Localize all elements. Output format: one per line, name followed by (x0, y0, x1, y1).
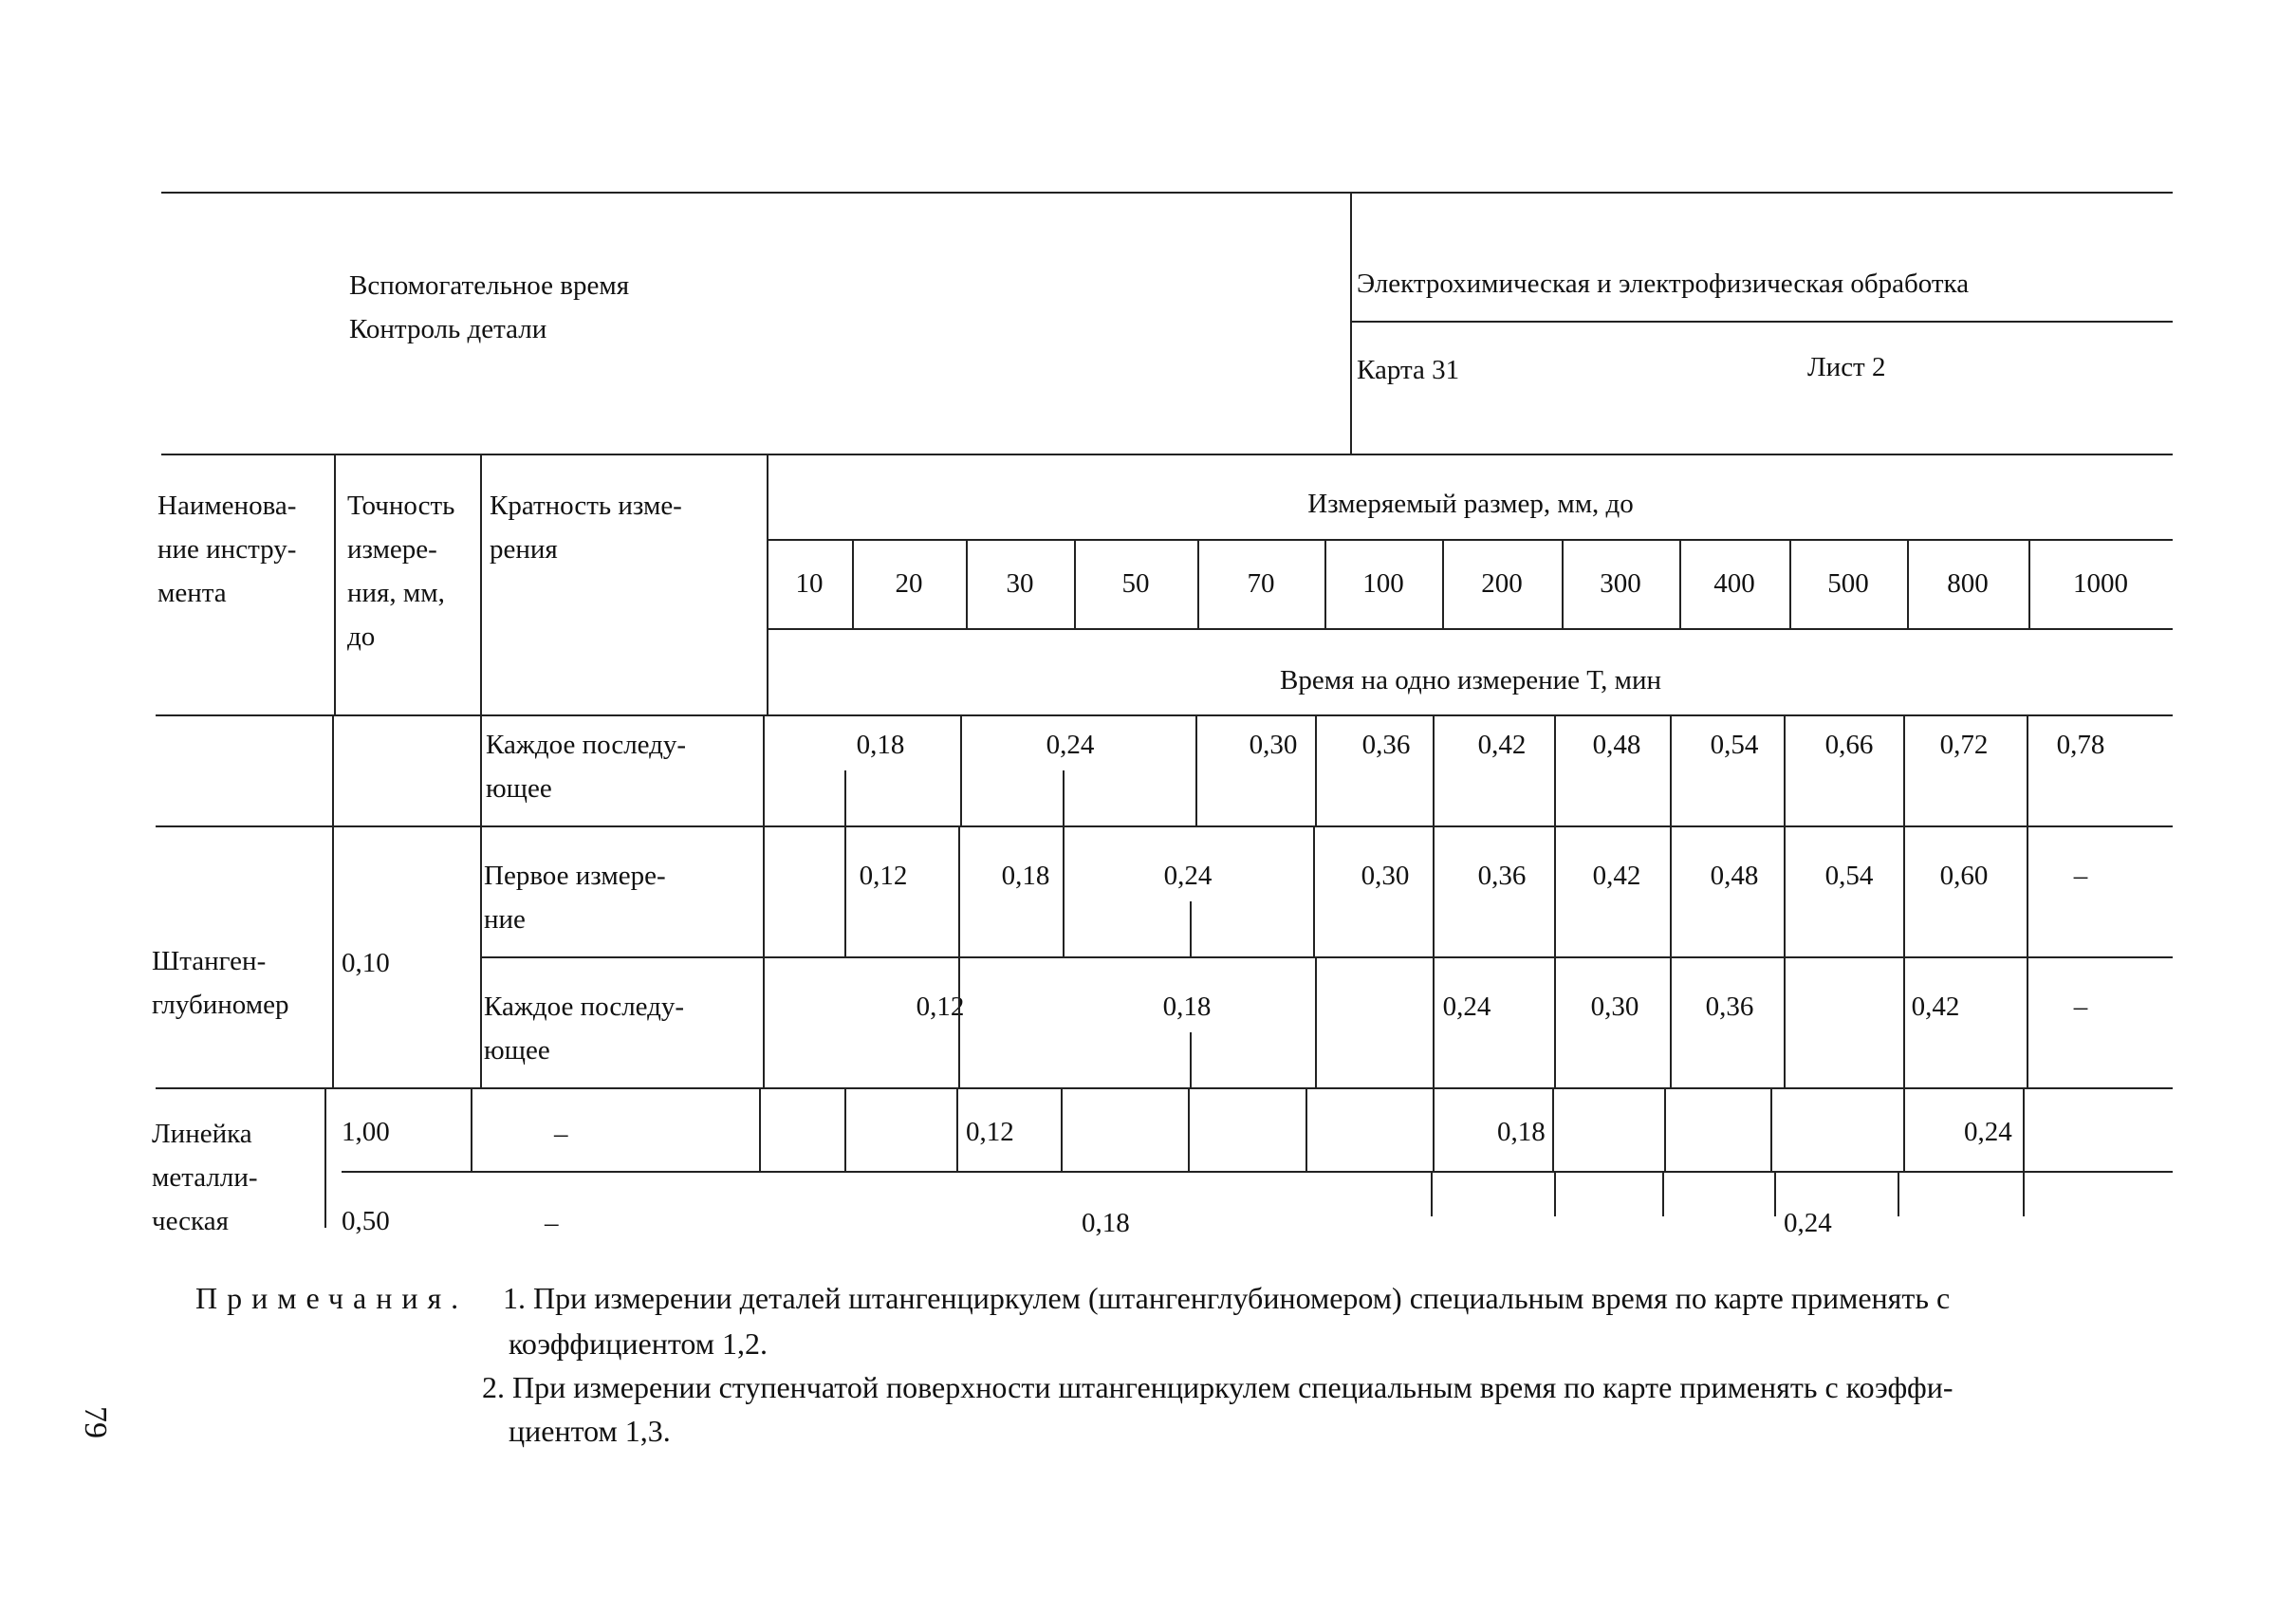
r1-join-b (1063, 770, 1065, 825)
ruler-b-divider-1 (1554, 1173, 1556, 1216)
ruler-a-divider-5 (1433, 1089, 1435, 1171)
r3-value-1: 0,18 (1162, 992, 1212, 1022)
size-divider-11 (2028, 541, 2030, 628)
ruler-name-l1: Линейка (152, 1119, 252, 1149)
rule-header-mid (1352, 321, 2173, 323)
rule-size-header (768, 539, 2173, 541)
r2-value-0: 0,12 (859, 861, 908, 891)
r2-divider-1 (958, 827, 960, 956)
r1-divider-7 (1903, 716, 1905, 825)
multiplicity-header-l1: Кратность изме- (490, 491, 682, 521)
v-name-accuracy (334, 455, 336, 715)
r2-value-9: – (2073, 861, 2088, 891)
note-1-line-1: 1. При измерении деталей штангенциркулем (штангенглубиномером) специальным время по карте применять с (503, 1281, 1951, 1315)
r3-mult-l1: Каждое последу- (484, 992, 685, 1022)
r1-divider-6 (1784, 716, 1786, 825)
ruler-b-divider-5 (2023, 1173, 2025, 1216)
size-col-20: 20 (895, 568, 923, 599)
card-label: Карта 31 (1357, 355, 1460, 385)
size-col-50: 50 (1121, 568, 1150, 599)
rule-header-bottom (161, 454, 2173, 455)
r2-divider-7 (1784, 827, 1786, 956)
size-divider-5 (1324, 541, 1326, 628)
size-col-10: 10 (795, 568, 824, 599)
r1-value-2: 0,30 (1249, 730, 1298, 760)
r1-value-5: 0,48 (1592, 730, 1641, 760)
r1-value-1: 0,24 (1046, 730, 1095, 760)
r1-divider-2 (1315, 716, 1317, 825)
ruler-b-value-0: 0,18 (1082, 1208, 1130, 1238)
r2-value-7: 0,54 (1824, 861, 1874, 891)
r3-divider-3 (1554, 958, 1556, 1087)
v-left-2 (480, 714, 482, 1087)
ruler-name-l2: металли- (152, 1162, 258, 1193)
r3-divider-5 (1784, 958, 1786, 1087)
accuracy-header-l3: ния, мм, (347, 578, 445, 608)
r1-value-0: 0,18 (856, 730, 905, 760)
size-divider-2 (966, 541, 968, 628)
v-left-2b (471, 1087, 472, 1173)
ruler-a-divider-10 (2023, 1089, 2025, 1171)
name-header-l1: Наименова- (157, 491, 297, 521)
size-divider-4 (1197, 541, 1199, 628)
size-divider-9 (1789, 541, 1791, 628)
r2-divider-3 (1313, 827, 1315, 956)
r3-join (1190, 1032, 1192, 1087)
size-divider-1 (852, 541, 854, 628)
rule-row1-bottom (156, 825, 2173, 827)
v-left-3 (763, 714, 765, 1087)
r2-divider-2 (1063, 827, 1065, 956)
r1-mult-l1: Каждое последу- (486, 730, 687, 760)
v-left-1b (324, 1087, 326, 1228)
time-header: Время на одно измерение Т, мин (1279, 665, 1661, 695)
size-col-800: 800 (1947, 568, 1989, 599)
rule-top (161, 192, 2173, 194)
r3-value-2: 0,24 (1442, 992, 1491, 1022)
r3-value-3: 0,30 (1590, 992, 1639, 1022)
ruler-a-multiplicity: – (554, 1119, 568, 1149)
depth-gauge-name-l1: Штанген- (152, 946, 267, 976)
size-col-500: 500 (1827, 568, 1869, 599)
r3-divider-6 (1903, 958, 1905, 1087)
v-left-1 (332, 714, 334, 1087)
ruler-name-l3: ческая (152, 1206, 229, 1236)
size-header: Измеряемый размер, мм, до (1307, 489, 1634, 519)
r3-divider-4 (1670, 958, 1672, 1087)
size-col-70: 70 (1247, 568, 1275, 599)
r2-value-5: 0,42 (1592, 861, 1641, 891)
ruler-a-divider-4 (1305, 1089, 1307, 1171)
v-mult-values (767, 455, 768, 715)
depth-gauge-accuracy: 0,10 (342, 948, 390, 978)
r2-value-1: 0,18 (1001, 861, 1050, 891)
ruler-a-accuracy: 1,00 (342, 1117, 390, 1147)
ruler-a-value-1: 0,18 (1497, 1117, 1546, 1147)
accuracy-header-l2: измере- (347, 534, 437, 565)
r1-value-9: 0,78 (2056, 730, 2105, 760)
ruler-a-divider-8 (1770, 1089, 1772, 1171)
r1-mult-l2: ющее (486, 773, 552, 804)
notes-label: Примечания. (195, 1281, 469, 1315)
rule-row2-bottom (480, 956, 2173, 958)
depth-gauge-name-l2: глубиномер (152, 990, 289, 1020)
size-col-400: 400 (1713, 568, 1755, 599)
r3-value-5: 0,42 (1911, 992, 1960, 1022)
r3-divider-0 (958, 958, 960, 1087)
note-2-line-2: циентом 1,3. (509, 1414, 671, 1448)
ruler-a-divider-2 (1061, 1089, 1063, 1171)
r2-value-2: 0,24 (1163, 861, 1213, 891)
size-col-1000: 1000 (2073, 568, 2128, 599)
accuracy-header-l4: до (347, 621, 376, 652)
ruler-a-divider-1 (956, 1089, 958, 1171)
r2-divider-0 (844, 827, 846, 956)
r3-value-0: 0,12 (916, 992, 965, 1022)
r2-divider-9 (2027, 827, 2028, 956)
size-col-30: 30 (1006, 568, 1034, 599)
ruler-b-accuracy: 0,50 (342, 1206, 390, 1236)
r2-divider-6 (1670, 827, 1672, 956)
size-divider-7 (1562, 541, 1564, 628)
r3-divider-2 (1433, 958, 1435, 1087)
note-1-line-2: коэффициентом 1,2. (509, 1326, 768, 1361)
r1-divider-8 (2027, 716, 2028, 825)
ruler-a-value-0: 0,12 (966, 1117, 1014, 1147)
size-divider-6 (1442, 541, 1444, 628)
r2-join (1190, 901, 1192, 956)
r2-value-4: 0,36 (1477, 861, 1527, 891)
ruler-b-divider-2 (1662, 1173, 1664, 1216)
header-left-subtitle: Контроль детали (349, 314, 547, 344)
ruler-b-value-1: 0,24 (1784, 1208, 1832, 1238)
ruler-b-divider-3 (1774, 1173, 1776, 1216)
v-accuracy-mult (480, 455, 482, 715)
r2-divider-4 (1433, 827, 1435, 956)
r1-divider-1 (1195, 716, 1197, 825)
r1-value-3: 0,36 (1361, 730, 1411, 760)
size-divider-8 (1679, 541, 1681, 628)
r3-divider-7 (2027, 958, 2028, 1087)
ruler-b-multiplicity: – (545, 1208, 559, 1238)
r3-value-6: – (2073, 992, 2088, 1022)
r1-join-a (844, 770, 846, 825)
header-right-title: Электрохимическая и электрофизическая обработка (1357, 269, 1970, 299)
ruler-b-divider-0 (1431, 1173, 1433, 1216)
r1-divider-3 (1433, 716, 1435, 825)
r1-value-8: 0,72 (1939, 730, 1989, 760)
r1-divider-0 (960, 716, 962, 825)
accuracy-header-l1: Точность (347, 491, 455, 521)
r1-value-7: 0,66 (1824, 730, 1874, 760)
note-2-line-1: 2. При измерении ступенчатой поверхности штангенциркулем специальным время по карте применять с коэффи- (482, 1370, 1953, 1404)
ruler-a-divider-0 (844, 1089, 846, 1171)
size-divider-10 (1907, 541, 1909, 628)
r2-value-3: 0,30 (1361, 861, 1410, 891)
header-left-title: Вспомогательное время (349, 270, 630, 301)
name-header-l3: мента (157, 578, 227, 608)
ruler-a-divider-7 (1664, 1089, 1666, 1171)
size-col-300: 300 (1600, 568, 1641, 599)
r1-divider-5 (1670, 716, 1672, 825)
rule-header-table-bottom (156, 714, 2173, 716)
size-col-100: 100 (1362, 568, 1404, 599)
ruler-b-divider-4 (1898, 1173, 1899, 1216)
r3-value-4: 0,36 (1705, 992, 1754, 1022)
r2-divider-8 (1903, 827, 1905, 956)
r1-divider-4 (1554, 716, 1556, 825)
rule-sizes-bottom (767, 628, 2173, 630)
r2-value-6: 0,48 (1710, 861, 1759, 891)
header-divider (1350, 192, 1352, 455)
r2-value-8: 0,60 (1939, 861, 1989, 891)
name-header-l2: ние инстру- (157, 534, 297, 565)
size-divider-3 (1074, 541, 1076, 628)
r1-value-6: 0,54 (1710, 730, 1759, 760)
ruler-a-value-2: 0,24 (1964, 1117, 2012, 1147)
r1-value-4: 0,42 (1477, 730, 1527, 760)
r3-mult-l2: ющее (484, 1035, 550, 1066)
ruler-a-divider-3 (1188, 1089, 1190, 1171)
size-col-200: 200 (1481, 568, 1523, 599)
page-number: 79 (78, 1406, 113, 1438)
r2-mult-l1: Первое измере- (484, 861, 666, 891)
rule-row3-bottom (156, 1087, 2173, 1089)
r3-divider-1 (1315, 958, 1317, 1087)
r2-mult-l2: ние (484, 904, 526, 935)
ruler-a-divider-6 (1552, 1089, 1554, 1171)
sheet-label: Лист 2 (1807, 352, 1886, 382)
v-left-3b (759, 1087, 761, 1173)
ruler-a-divider-9 (1903, 1089, 1905, 1171)
multiplicity-header-l2: рения (490, 534, 558, 565)
r2-divider-5 (1554, 827, 1556, 956)
